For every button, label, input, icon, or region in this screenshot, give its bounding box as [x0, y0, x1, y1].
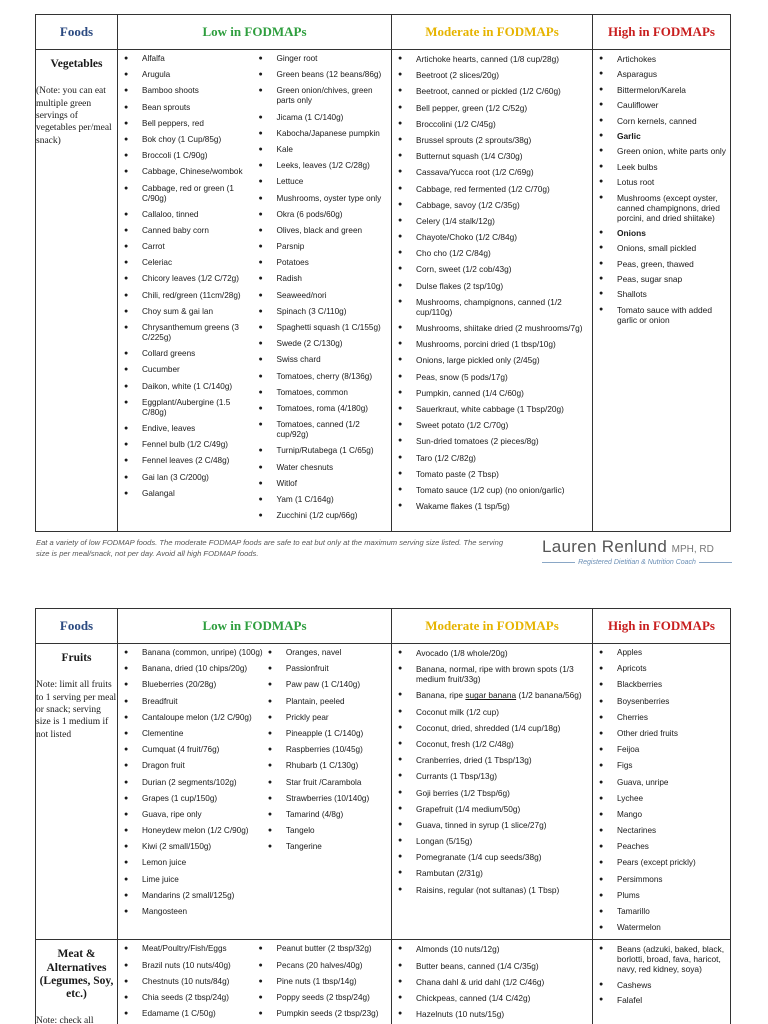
list-item: ● Choy sum & gai lan: [120, 307, 255, 317]
fruits-note: Note: limit all fruits to 1 serving per meal or snack; serving size is 1 medium if not listed: [36, 680, 117, 740]
list-item: ● Lychee: [595, 794, 728, 804]
list-item: ● Tomatoes, roma (4/180g): [255, 404, 390, 414]
list-item: ● Chrysanthemum greens (3 C/225g): [120, 323, 255, 343]
list-item: ● Sweet potato (1/2 C/70g): [394, 420, 590, 430]
list-item: ● Cho cho (1/2 C/84g): [394, 248, 590, 258]
list-item: ● Grapefruit (1/4 medium/50g): [394, 804, 590, 814]
vegetables-category-cell: [36, 50, 118, 532]
list-item: ● Peas, sugar snap: [595, 274, 728, 284]
list-item: ● Green onion, white parts only: [595, 146, 728, 156]
list-item: ● Lotus root: [595, 177, 728, 187]
list-item: ● Grapes (1 cup/150g): [120, 794, 264, 804]
list-item: ● Pumpkin seeds (2 tbsp/23g): [255, 1009, 390, 1019]
list-item: ● Galangal: [120, 489, 255, 499]
list-item: ● Brussel sprouts (2 sprouts/38g): [394, 135, 590, 145]
header-moderate-2: Moderate in FODMAPs: [392, 609, 593, 644]
list-item: ● Coconut, fresh (1/2 C/48g): [394, 739, 590, 749]
list-item: ● Raspberries (10/45g): [264, 745, 389, 755]
list-item: ● Pecans (20 halves/40g): [255, 961, 390, 971]
list-item: ● Poppy seeds (2 tbsp/24g): [255, 993, 390, 1003]
list-item: ● Strawberries (10/140g): [264, 794, 389, 804]
list-item: ● Chana dahl & urid dahl (1/2 C/46g): [394, 977, 590, 987]
list-item: ● Star fruit /Carambola: [264, 778, 389, 788]
list-item: ● Tamarillo: [595, 907, 728, 917]
list-item: ● Pine nuts (1 tbsp/14g): [255, 977, 390, 987]
meat-row: [36, 940, 731, 1024]
list-item: ● Spaghetti squash (1 C/155g): [255, 323, 390, 333]
list-item: ● Cabbage, savoy (1/2 C/35g): [394, 200, 590, 210]
list-item: ● Cherries: [595, 713, 728, 723]
list-item: ● Eggplant/Aubergine (1.5 C/80g): [120, 398, 255, 418]
vegetables-low-list-2: [255, 54, 390, 521]
vegetables-row: [36, 50, 731, 532]
list-item: ● Bamboo shoots: [120, 86, 255, 96]
list-item: ● Dulse flakes (2 tsp/10g): [394, 281, 590, 291]
list-item: ● Bok choy (1 Cup/85g): [120, 135, 255, 145]
list-item: ● Beetroot (2 slices/20g): [394, 70, 590, 80]
vegetables-low-list-1: [120, 54, 255, 499]
fruits-moderate-cell: [392, 644, 593, 940]
list-item: ● Onions, small pickled: [595, 243, 728, 253]
list-item: ● Hazelnuts (10 nuts/15g): [394, 1009, 590, 1019]
list-item: ● Onions, large pickled only (2/45g): [394, 355, 590, 365]
list-item: ● Durian (2 segments/102g): [120, 778, 264, 788]
list-item: ● Clementine: [120, 729, 264, 739]
header-row-2: [36, 609, 731, 644]
list-item: ● Paw paw (1 C/140g): [264, 680, 389, 690]
list-item: ● Honeydew melon (1/2 C/90g): [120, 826, 264, 836]
list-item: ● Blueberries (20/28g): [120, 680, 264, 690]
list-item: ● Rhubarb (1 C/130g): [264, 761, 389, 771]
header-high-2: High in FODMAPs: [593, 609, 731, 644]
list-item: ● Blackberries: [595, 680, 728, 690]
vegetables-low-cell: [118, 50, 392, 532]
list-item: ● Prickly pear: [264, 713, 389, 723]
list-item: ● Olives, black and green: [255, 226, 390, 236]
list-item: ● Spinach (3 C/110g): [255, 307, 390, 317]
list-item: ● Banana, normal, ripe with brown spots (1/3 medium fruit/33g): [394, 664, 590, 684]
meat-high-list: [595, 944, 728, 1005]
list-item: ● Oranges, navel: [264, 648, 389, 658]
list-item: ● Tomato sauce (1/2 cup) (no onion/garlic): [394, 485, 590, 495]
list-item: ● Onions: [595, 228, 728, 238]
list-item: ● Artichokes: [595, 54, 728, 64]
fruits-low-list-1: [120, 648, 264, 917]
list-item: ● Butternut squash (1/4 C/30g): [394, 151, 590, 161]
list-item: ● Longan (5/15g): [394, 836, 590, 846]
logo-credentials: MPH, RD: [671, 544, 714, 555]
list-item: ● Yam (1 C/164g): [255, 495, 390, 505]
underlined-term: sugar banana: [465, 690, 517, 701]
list-item: ● Bittermelon/Karela: [595, 85, 728, 95]
list-item: ● Tomatoes, cherry (8/136g): [255, 372, 390, 382]
list-item: ● Figs: [595, 761, 728, 771]
list-item: ● Shallots: [595, 289, 728, 299]
list-item: ● Peas, snow (5 pods/17g): [394, 372, 590, 382]
meat-low-list-2: [255, 944, 390, 1019]
list-item: ● Passionfruit: [264, 664, 389, 674]
list-item: ● Chili, red/green (11cm/28g): [120, 291, 255, 301]
list-item: ● Peanut butter (2 tbsp/32g): [255, 944, 390, 954]
list-item: ● Bell pepper, green (1/2 C/52g): [394, 103, 590, 113]
list-item: ● Goji berries (1/2 Tbsp/6g): [394, 788, 590, 798]
list-item: ● Butter beans, canned (1/4 C/35g): [394, 961, 590, 971]
list-item: ● Persimmons: [595, 875, 728, 885]
list-item: ● Radish: [255, 274, 390, 284]
list-item: ● Peas, green, thawed: [595, 259, 728, 269]
list-item: ● Beans (adzuki, baked, black, borlotti, broad, fava, haricot, navy, red kidney, soya): [595, 944, 728, 974]
list-item: ● Chickpeas, canned (1/4 C/42g): [394, 993, 590, 1003]
list-item: ● Pears (except prickly): [595, 858, 728, 868]
list-item: ● Cumquat (4 fruit/76g): [120, 745, 264, 755]
list-item: ● Garlic: [595, 131, 728, 141]
list-item: ● Parsnip: [255, 242, 390, 252]
vegetables-title: Vegetables: [50, 58, 103, 70]
list-item: ● Guava, tinned in syrup (1 slice/27g): [394, 820, 590, 830]
list-item: ● Gai lan (3 C/200g): [120, 473, 255, 483]
header-high: High in FODMAPs: [593, 15, 731, 50]
logo-tagline: Registered Dietitian & Nutrition Coach: [578, 559, 696, 566]
list-item: ● Artichoke hearts, canned (1/8 cup/28g): [394, 54, 590, 64]
fruits-category-cell: [36, 644, 118, 940]
list-item: ● Chia seeds (2 tbsp/24g): [120, 993, 255, 1003]
list-item: ● Peaches: [595, 842, 728, 852]
list-item: ● Broccolini (1/2 C/45g): [394, 119, 590, 129]
list-item: ● Alfalfa: [120, 54, 255, 64]
header-foods-2: Foods: [36, 609, 118, 644]
vegetables-note: (Note: you can eat multiple green servings of vegetables per/meal snack): [36, 86, 112, 146]
list-item: ● Kale: [255, 145, 390, 155]
footer-note: Eat a variety of low FODMAP foods. The moderate FODMAP foods are safe to eat but only at the maximum serving size listed. The serving size is per meal/snack, not per day. Avoid all high FODMAP foods.: [36, 538, 504, 558]
list-item: ● Tamarind (4/8g): [264, 810, 389, 820]
list-item: ● Tangerine: [264, 842, 389, 852]
list-item: ● Cantaloupe melon (1/2 C/90g): [120, 713, 264, 723]
list-item: ● Chicory leaves (1/2 C/72g): [120, 274, 255, 284]
list-item: ● Zucchini (1/2 cup/66g): [255, 511, 390, 521]
list-item: ● Taro (1/2 C/82g): [394, 453, 590, 463]
list-item: ● Tangelo: [264, 826, 389, 836]
list-item: ● Breadfruit: [120, 697, 264, 707]
list-item: ● Pomegranate (1/4 cup seeds/38g): [394, 852, 590, 862]
logo-name: Lauren Renlund: [542, 537, 668, 556]
list-item: ● Water chesnuts: [255, 463, 390, 473]
list-item: ● Falafel: [595, 995, 728, 1005]
list-item: ● Currants (1 Tbsp/13g): [394, 771, 590, 781]
meat-high-cell: [593, 940, 731, 1024]
list-item: ● Jicama (1 C/140g): [255, 113, 390, 123]
list-item: ● Swede (2 C/130g): [255, 339, 390, 349]
meat-moderate-list: [394, 944, 590, 1019]
list-item: ● Broccoli (1 C/90g): [120, 151, 255, 161]
list-item: ● Cucumber: [120, 365, 255, 375]
list-item: ● Seaweed/nori: [255, 291, 390, 301]
list-item: ● Mushrooms (except oyster, canned champignons, dried porcini, and dried shiitake): [595, 193, 728, 223]
list-item: ● Cabbage, red fermented (1/2 C/70g): [394, 184, 590, 194]
list-item: ● Lime juice: [120, 875, 264, 885]
list-item: ● Almonds (10 nuts/12g): [394, 944, 590, 954]
list-item: ● Bell peppers, red: [120, 119, 255, 129]
list-item: ● Mushrooms, shiitake dried (2 mushrooms/7g): [394, 323, 590, 333]
list-item: ● Sauerkraut, white cabbage (1 Tbsp/20g): [394, 404, 590, 414]
list-item: ● Coconut, dried, shredded (1/4 cup/18g): [394, 723, 590, 733]
list-item: ● Chayote/Choko (1/2 C/84g): [394, 232, 590, 242]
list-item: ● Celeriac: [120, 258, 255, 268]
header-low-2: Low in FODMAPs: [118, 609, 392, 644]
fruits-high-list: [595, 648, 728, 933]
fruits-high-cell: [593, 644, 731, 940]
fruits-low-cell: [118, 644, 392, 940]
list-item: ● Arugula: [120, 70, 255, 80]
list-item: ● Mandarins (2 small/125g): [120, 891, 264, 901]
list-item: ● Mushrooms, porcini dried (1 tbsp/10g): [394, 339, 590, 349]
vegetables-high-cell: [593, 50, 731, 532]
fruits-moderate-list: [394, 648, 590, 895]
list-item: ● Leeks, leaves (1/2 C/28g): [255, 161, 390, 171]
meat-low-cell: [118, 940, 392, 1024]
list-item: ● Dragon fruit: [120, 761, 264, 771]
vegetables-moderate-list: [394, 54, 590, 511]
list-item: ● Cashews: [595, 980, 728, 990]
list-item: ● Apricots: [595, 664, 728, 674]
header-row: [36, 15, 731, 50]
list-item: ● Celery (1/4 stalk/12g): [394, 216, 590, 226]
list-item: ● Corn kernels, canned: [595, 116, 728, 126]
list-item: ● Plums: [595, 891, 728, 901]
list-item: ● Apples: [595, 648, 728, 658]
list-item: ● Green onion/chives, green parts only: [255, 86, 390, 106]
list-item: ● Cassava/Yucca root (1/2 C/69g): [394, 167, 590, 177]
list-item: ● Leek bulbs: [595, 162, 728, 172]
list-item: ● Potatoes: [255, 258, 390, 268]
meat-moderate-cell: [392, 940, 593, 1024]
list-item: ● Callaloo, tinned: [120, 210, 255, 220]
fruits-title: Fruits: [61, 652, 92, 664]
list-item: ● Sun-dried tomatoes (2 pieces/8g): [394, 436, 590, 446]
meat-title: Meat & Alternatives (Legumes, Soy, etc.): [39, 948, 114, 1001]
list-item: ● Nectarines: [595, 826, 728, 836]
meat-low-list-1: [120, 944, 255, 1019]
list-item: ● Watermelon: [595, 923, 728, 933]
list-item: ● Green beans (12 beans/86g): [255, 70, 390, 80]
list-item: ● Avocado (1/8 whole/20g): [394, 648, 590, 658]
list-item: ● Boysenberries: [595, 697, 728, 707]
list-item: ● Cabbage, Chinese/wombok: [120, 167, 255, 177]
list-item: ● Mangosteen: [120, 907, 264, 917]
list-item: ● Swiss chard: [255, 355, 390, 365]
list-item: ● Wakame flakes (1 tsp/5g): [394, 501, 590, 511]
list-item: ● Turnip/Rutabega (1 C/65g): [255, 446, 390, 456]
list-item: ● Banana, dried (10 chips/20g): [120, 664, 264, 674]
brand-logo: [542, 537, 732, 566]
list-item: ● Edamame (1 C/50g): [120, 1009, 255, 1019]
list-item: ● Okra (6 pods/60g): [255, 210, 390, 220]
list-item: ● Cabbage, red or green (1 C/90g): [120, 184, 255, 204]
logo-divider-right: [699, 562, 732, 563]
list-item: ● Carrot: [120, 242, 255, 252]
list-item: ● Mushrooms, oyster type only: [255, 194, 390, 204]
list-item: ● Kiwi (2 small/150g): [120, 842, 264, 852]
list-item: ● Witlof: [255, 479, 390, 489]
list-item: ● Cauliflower: [595, 100, 728, 110]
list-item: ● Mushrooms, champignons, canned (1/2 cup/110g): [394, 297, 590, 317]
list-item: ● Banana, ripe sugar banana (1/2 banana/56g): [394, 690, 590, 700]
header-low: Low in FODMAPs: [118, 15, 392, 50]
list-item: ● Tomatoes, common: [255, 388, 390, 398]
list-item: ● Pumpkin, canned (1/4 C/60g): [394, 388, 590, 398]
list-item: ● Mango: [595, 810, 728, 820]
meat-category-cell: [36, 940, 118, 1024]
list-item: ● Coconut milk (1/2 cup): [394, 707, 590, 717]
meat-note: Note: check all: [36, 1016, 94, 1024]
list-item: ● Tomatoes, canned (1/2 cup/92g): [255, 420, 390, 440]
list-item: ● Corn, sweet (1/2 cob/43g): [394, 264, 590, 274]
list-item: ● Daikon, white (1 C/140g): [120, 382, 255, 392]
list-item: ● Plantain, peeled: [264, 697, 389, 707]
list-item: ● Lettuce: [255, 177, 390, 187]
list-item: ● Meat/Poultry/Fish/Eggs: [120, 944, 255, 954]
list-item: ● Raisins, regular (not sultanas) (1 Tbsp): [394, 885, 590, 895]
list-item: ● Banana (common, unripe) (100g): [120, 648, 264, 658]
header-moderate: Moderate in FODMAPs: [392, 15, 593, 50]
logo-tagline-row: [542, 559, 732, 566]
list-item: ● Ginger root: [255, 54, 390, 64]
vegetables-table: [35, 14, 731, 532]
list-item: ● Kabocha/Japanese pumpkin: [255, 129, 390, 139]
fruits-row: [36, 644, 731, 940]
list-item: ● Fennel leaves (2 C/48g): [120, 456, 255, 466]
list-item: ● Beetroot, canned or pickled (1/2 C/60g): [394, 86, 590, 96]
list-item: ● Fennel bulb (1/2 C/49g): [120, 440, 255, 450]
list-item: ● Canned baby corn: [120, 226, 255, 236]
list-item: ● Feijoa: [595, 745, 728, 755]
vegetables-moderate-cell: [392, 50, 593, 532]
header-foods: Foods: [36, 15, 118, 50]
list-item: ● Rambutan (2/31g): [394, 868, 590, 878]
list-item: ● Guava, unripe: [595, 778, 728, 788]
logo-divider-left: [542, 562, 575, 563]
list-item: ● Collard greens: [120, 349, 255, 359]
list-item: ● Brazil nuts (10 nuts/40g): [120, 961, 255, 971]
list-item: ● Pineapple (1 C/140g): [264, 729, 389, 739]
list-item: ● Tomato paste (2 Tbsp): [394, 469, 590, 479]
list-item: ● Chestnuts (10 nuts/84g): [120, 977, 255, 987]
list-item: ● Endive, leaves: [120, 424, 255, 434]
list-item: ● Cranberries, dried (1 Tbsp/13g): [394, 755, 590, 765]
list-item: ● Guava, ripe only: [120, 810, 264, 820]
list-item: ● Asparagus: [595, 69, 728, 79]
fruits-low-list-2: [264, 648, 389, 852]
list-item: ● Other dried fruits: [595, 729, 728, 739]
list-item: ● Tomato sauce with added garlic or onion: [595, 305, 728, 325]
vegetables-high-list: [595, 54, 728, 325]
fruits-meat-table: [35, 608, 731, 1024]
list-item: ● Lemon juice: [120, 858, 264, 868]
list-item: ● Bean sprouts: [120, 103, 255, 113]
